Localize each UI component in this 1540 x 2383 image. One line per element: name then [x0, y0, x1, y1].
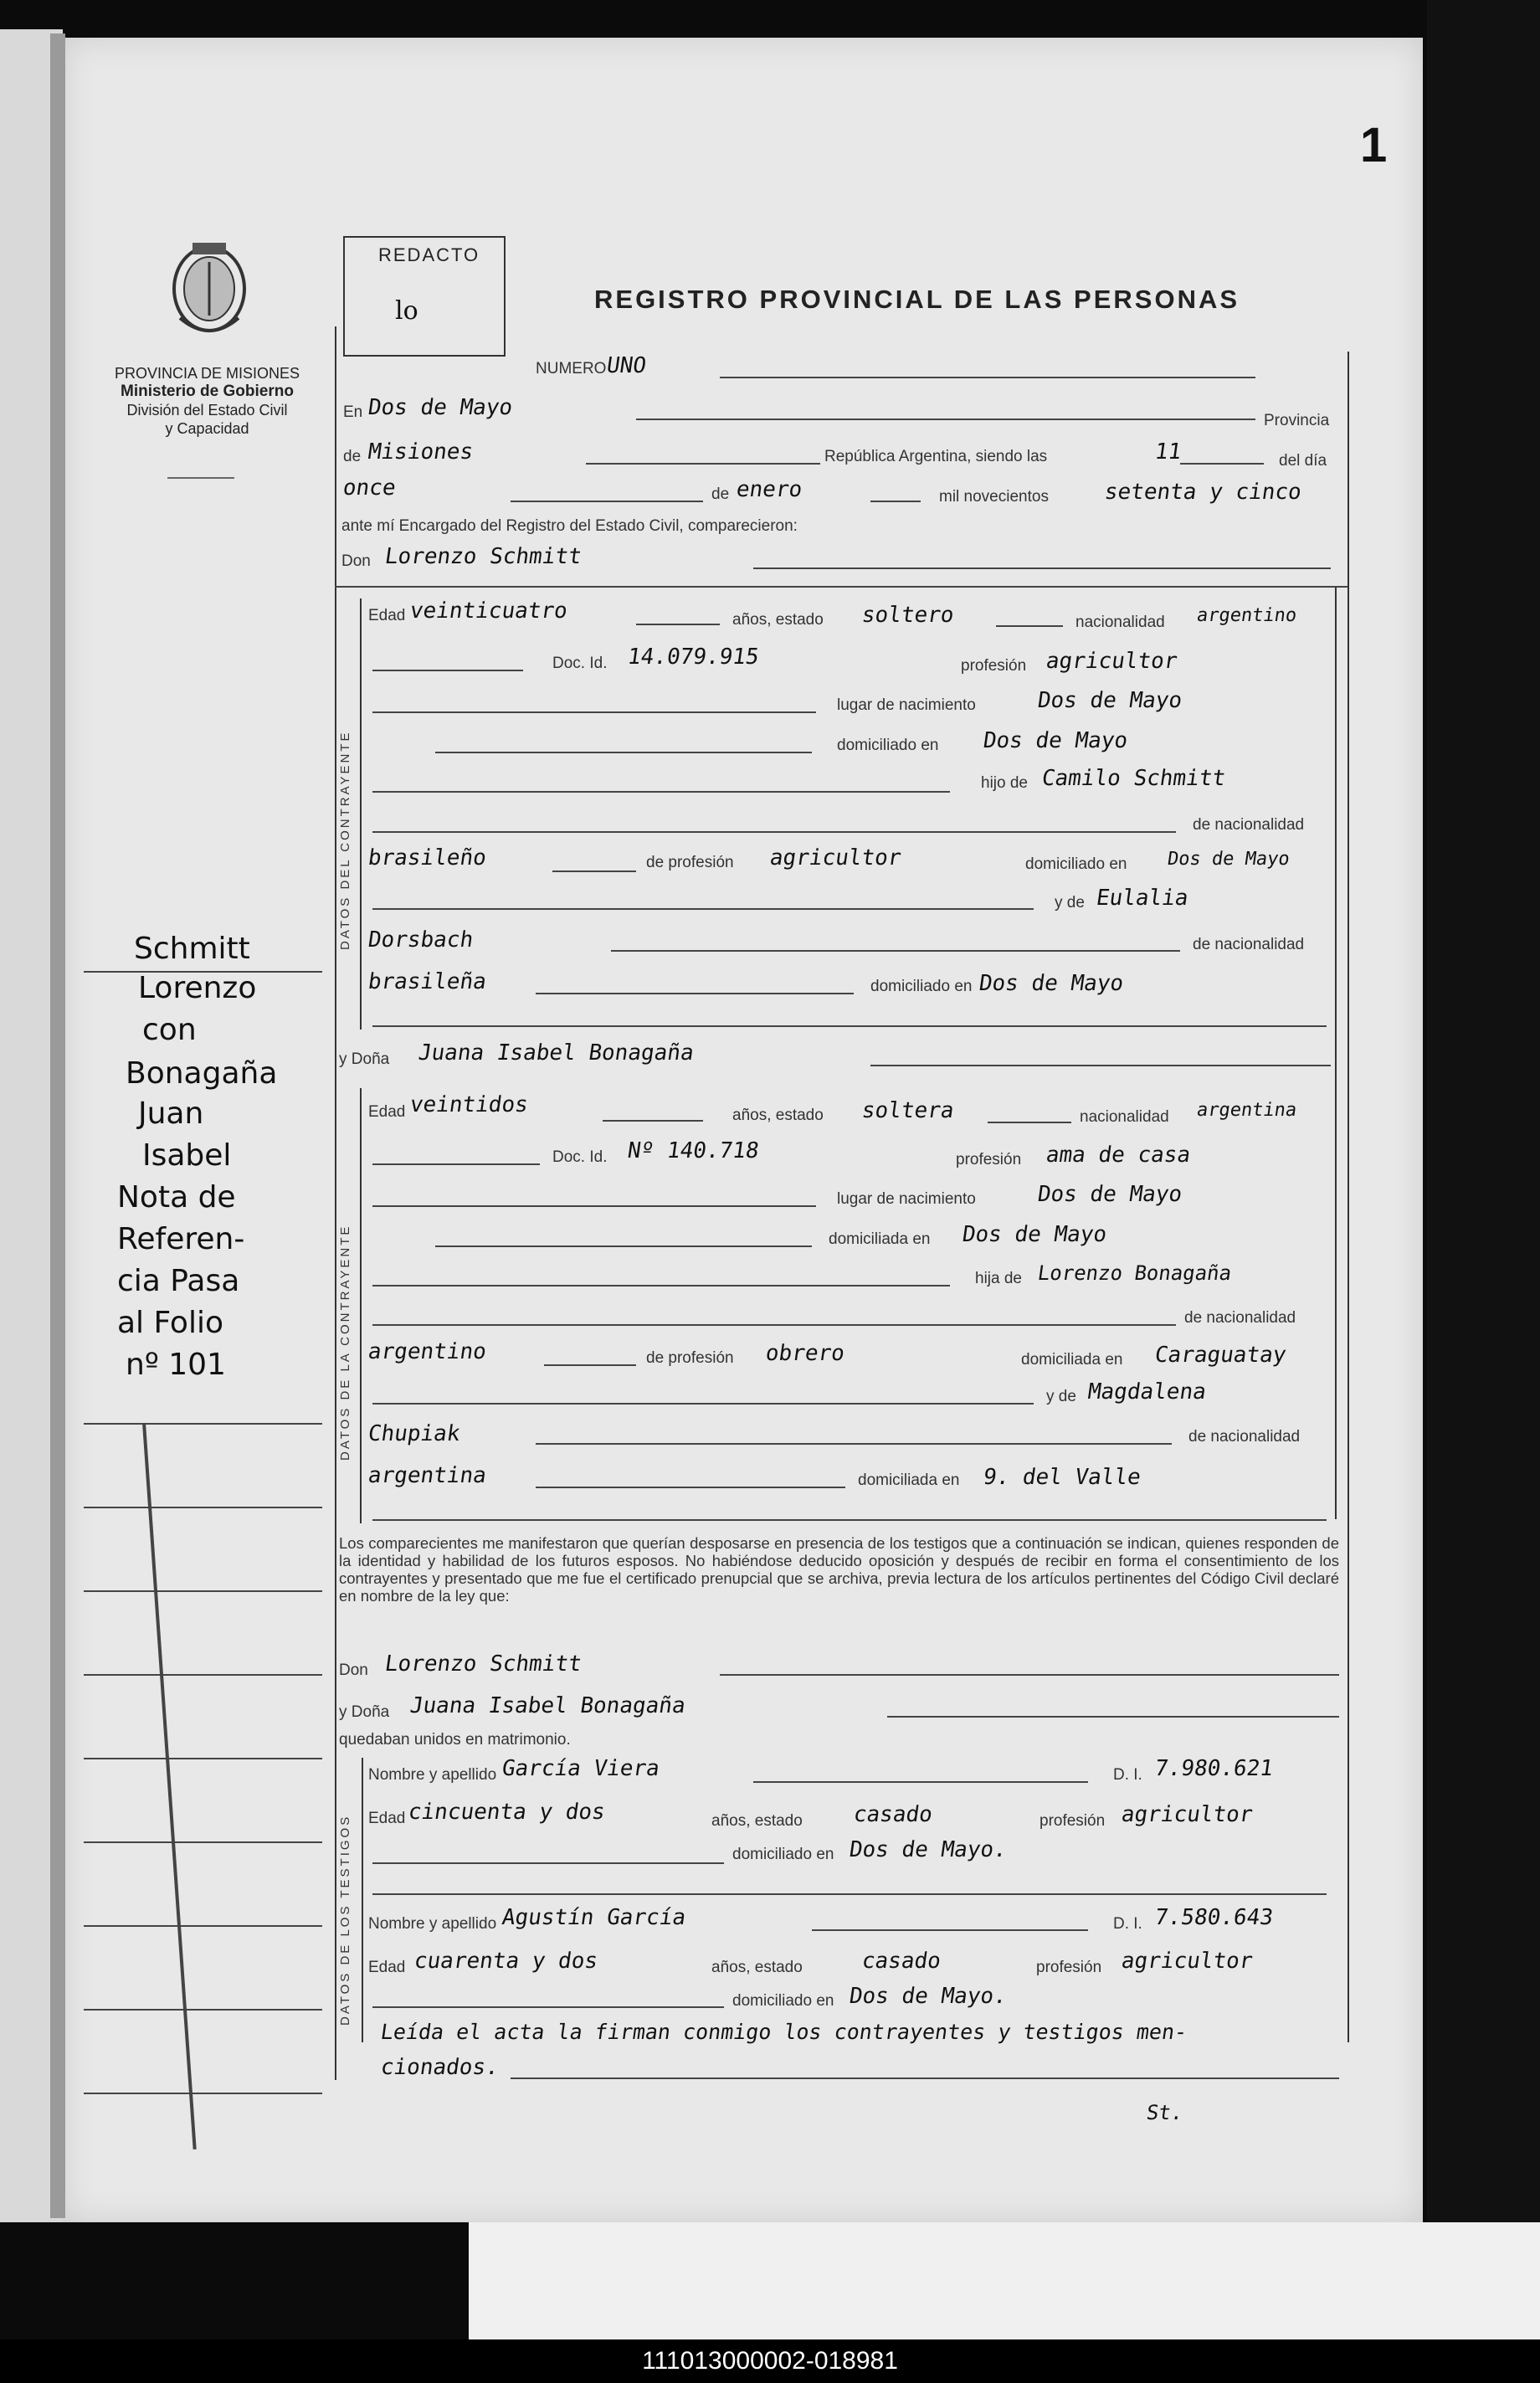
- right-border: [1348, 352, 1349, 2042]
- margin-note-9: cia Pasa: [117, 1264, 240, 1298]
- c2-madre-apellido: Chupiak: [366, 1421, 462, 1446]
- c2-nacionalidad-label: nacionalidad: [1080, 1108, 1169, 1126]
- margin-rule-4: [84, 1674, 322, 1676]
- c1-madre-value: Eulalia: [1094, 886, 1190, 911]
- page-number: 1: [1360, 118, 1388, 172]
- margin-rule-7: [84, 1925, 322, 1927]
- t1-dom-label: domiciliado en: [732, 1846, 834, 1863]
- hora-value: 11: [1152, 439, 1183, 465]
- c2-doc-value: Nº 140.718: [625, 1138, 761, 1163]
- c2-padre-dom-label: domiciliada en: [1021, 1351, 1123, 1369]
- c1-yde-line: [372, 908, 1034, 910]
- t1-end-line: [372, 1893, 1327, 1895]
- c1-madre-dom-value: Dos de Mayo: [977, 971, 1126, 996]
- c2-padre-nac-value: argentino: [366, 1339, 488, 1364]
- ministry-line-2: Ministerio de Gobierno: [121, 383, 294, 400]
- numero-value: UNO: [604, 353, 649, 378]
- c2-dom-value: Dos de Mayo: [960, 1222, 1109, 1247]
- c2-madre-nac-label: de nacionalidad: [1188, 1428, 1301, 1446]
- testigos-border: [362, 1758, 363, 2042]
- t2-nombre-label: Nombre y apellido: [368, 1915, 497, 1933]
- c2-profesion-value: ama de casa: [1044, 1143, 1193, 1168]
- c2-madre-nac-value: argentina: [366, 1463, 488, 1488]
- ministry-line-1: PROVINCIA DE MISIONES: [114, 365, 300, 382]
- don-value: Lorenzo Schmitt: [382, 544, 583, 569]
- t2-estado-value: casado: [860, 1949, 943, 1974]
- margin-note-10: al Folio: [117, 1306, 223, 1340]
- c1-yde-label: y de: [1055, 894, 1085, 912]
- c2-end-line: [372, 1519, 1327, 1521]
- dona-label: y Doña: [339, 1050, 390, 1068]
- republica-label: República Argentina, siendo las: [824, 448, 1048, 465]
- c1-dom-value: Dos de Mayo: [981, 728, 1130, 753]
- mes-value: enero: [734, 477, 804, 502]
- bottom-mark: St.: [1145, 2101, 1185, 2124]
- c2-madre-dom-value: 9. del Valle: [981, 1465, 1142, 1490]
- closing-line: [511, 2077, 1339, 2079]
- c2-estado-line: [988, 1122, 1071, 1123]
- provincia-label: Provincia: [1264, 412, 1330, 429]
- margin-rule-8: [84, 2009, 322, 2011]
- declare-dona-label: y Doña: [339, 1703, 390, 1721]
- ministry-line-4: y Capacidad: [165, 420, 249, 437]
- c1-estado-label: años, estado: [732, 611, 824, 629]
- c1-edad-label: Edad: [368, 607, 406, 624]
- ante-text: ante mí Encargado del Registro del Estado Civil, comparecieron:: [341, 517, 798, 535]
- declare-dona-value: Juana Isabel Bonagaña: [408, 1693, 687, 1718]
- contrayente2-border: [360, 1088, 362, 1523]
- c1-nacionalidad-value: argentino: [1195, 605, 1298, 626]
- contrayente2-caption: DATOS DE LA CONTRAYENTE: [338, 1224, 352, 1461]
- inner-right-border: [1335, 586, 1337, 1519]
- t2-edad-label: Edad: [368, 1959, 406, 1976]
- t2-nombre-line: [812, 1929, 1088, 1931]
- c1-hijo-label: hijo de: [981, 774, 1028, 792]
- declare-don-value: Lorenzo Schmitt: [382, 1651, 583, 1677]
- redacto-value: lo: [395, 296, 418, 326]
- dia-line: [511, 501, 703, 502]
- t2-profesion-label: profesión: [1036, 1959, 1102, 1976]
- t1-dom-value: Dos de Mayo.: [847, 1837, 1009, 1862]
- underlying-sheet: [469, 2222, 1540, 2339]
- c1-dom-label: domiciliado en: [837, 737, 939, 754]
- c2-madre-nac-line: [536, 1443, 1172, 1445]
- c1-lugar-label: lugar de nacimiento: [837, 696, 976, 714]
- c1-padre-dom-value: Dos de Mayo: [1166, 849, 1291, 870]
- c1-estado-value: soltero: [860, 603, 956, 628]
- c2-padre-prof-value: obrero: [763, 1341, 847, 1366]
- dona-line: [870, 1065, 1331, 1066]
- c1-lugar-value: Dos de Mayo: [1035, 688, 1184, 713]
- c2-dom-line: [435, 1245, 812, 1247]
- mes-line: [870, 501, 921, 502]
- en-label: En: [343, 403, 363, 421]
- margin-note-3: con: [142, 1013, 197, 1047]
- t1-profesion-label: profesión: [1040, 1812, 1106, 1830]
- c1-madre-nac-line: [611, 950, 1180, 952]
- t2-dom-value: Dos de Mayo.: [847, 1984, 1009, 2009]
- c1-padre-prof-value: agricultor: [767, 845, 903, 871]
- c2-yde-line: [372, 1403, 1034, 1405]
- ministry-heading: [88, 364, 326, 438]
- de-mes-label: de: [711, 485, 730, 503]
- c1-padre-dom-label: domiciliado en: [1025, 855, 1127, 873]
- del-dia-label: del día: [1279, 452, 1327, 470]
- hora-line: [1180, 463, 1264, 465]
- book-spine: [50, 33, 65, 2218]
- c1-padre-nac-line: [552, 871, 636, 872]
- en-value: Dos de Mayo: [366, 395, 515, 420]
- t1-edad-label: Edad: [368, 1810, 406, 1827]
- ministry-line-3: División del Estado Civil: [126, 402, 288, 419]
- margin-note-6: Isabel: [142, 1138, 232, 1173]
- c1-madre-dom-label: domiciliado en: [870, 978, 973, 995]
- c2-de-prof-label: de profesión: [646, 1349, 734, 1367]
- c2-profesion-label: profesión: [956, 1151, 1022, 1168]
- margin-rule-3: [84, 1590, 322, 1592]
- t1-nombre-line: [753, 1781, 1088, 1783]
- t2-profesion-value: agricultor: [1119, 1949, 1255, 1974]
- c1-edad-value: veinticuatro: [408, 598, 569, 624]
- de-line: [586, 463, 820, 465]
- c1-doc-line: [372, 670, 523, 671]
- c1-madre-nac-label: de nacionalidad: [1193, 936, 1305, 953]
- dona-value: Juana Isabel Bonagaña: [416, 1040, 696, 1066]
- c1-profesion-value: agricultor: [1044, 649, 1179, 674]
- c2-hija-value: Lorenzo Bonagaña: [1036, 1261, 1234, 1285]
- c1-de-prof-label: de profesión: [646, 854, 734, 871]
- c2-nacionalidad-value: argentina: [1195, 1100, 1298, 1121]
- c2-lugar-line: [372, 1205, 816, 1207]
- coat-of-arms-icon: [163, 239, 255, 343]
- c1-hijo-line: [372, 791, 950, 793]
- c2-madre-value: Magdalena: [1086, 1379, 1208, 1405]
- c2-madre-dom-line: [536, 1487, 845, 1488]
- t1-dom-line: [372, 1862, 724, 1864]
- c1-doc-value: 14.079.915: [625, 645, 761, 670]
- testigos-caption: DATOS DE LOS TESTIGOS: [338, 1814, 352, 2026]
- margin-note-8: Referen-: [117, 1222, 245, 1256]
- c2-lugar-value: Dos de Mayo: [1035, 1182, 1184, 1207]
- margin-note-7: Nota de: [117, 1180, 236, 1215]
- left-border: [335, 326, 336, 2080]
- margin-note-4: Bonagaña: [126, 1056, 278, 1091]
- c1-lugar-line: [372, 711, 816, 713]
- margin-rule-5: [84, 1758, 322, 1759]
- ministry-divider: [167, 477, 234, 479]
- unidos-text: quedaban unidos en matrimonio.: [339, 1731, 571, 1749]
- c2-dom-label: domiciliada en: [829, 1230, 931, 1248]
- c2-estado-label: años, estado: [732, 1107, 824, 1124]
- c1-profesion-label: profesión: [961, 657, 1027, 675]
- margin-rule-9: [84, 2093, 322, 2094]
- t1-di-value: 7.980.621: [1152, 1756, 1275, 1781]
- c1-padre-nac-value: brasileño: [366, 845, 488, 871]
- c1-edad-line: [636, 624, 720, 625]
- contrayente1-border: [360, 598, 362, 1030]
- c1-madre-nac-value: brasileña: [366, 969, 488, 994]
- c1-madre-dom-line: [536, 993, 854, 994]
- t2-di-label: D. I.: [1113, 1915, 1142, 1933]
- margin-note-2: Lorenzo: [138, 971, 257, 1005]
- t2-edad-value: cuarenta y dos: [412, 1949, 600, 1974]
- c2-padre-dom-value: Caraguatay: [1152, 1343, 1288, 1368]
- t1-di-label: D. I.: [1113, 1766, 1142, 1784]
- t1-nombre-label: Nombre y apellido: [368, 1766, 497, 1784]
- c1-dom-line: [435, 752, 812, 753]
- margin-note-1: Schmitt: [134, 932, 250, 966]
- c1-nac-line: [372, 831, 1176, 833]
- redacto-box: [343, 236, 506, 357]
- c2-edad-line: [603, 1120, 703, 1122]
- t1-profesion-value: agricultor: [1119, 1802, 1255, 1827]
- t2-di-value: 7.580.643: [1152, 1905, 1275, 1930]
- c2-hija-label: hija de: [975, 1270, 1022, 1287]
- margin-rule-2: [84, 1507, 322, 1508]
- c2-estado-value: soltera: [860, 1098, 956, 1123]
- c1-nac-label: de nacionalidad: [1193, 816, 1305, 834]
- c2-edad-label: Edad: [368, 1103, 406, 1121]
- declaration-text: Los comparecientes me manifestaron que querían desposarse en presencia de los testigos que a continuación se indican, quienes responden de la identidad y habilidad de los futuros esposos. No habiéndose deducido oposición y después de recibir en forma el consentimiento de los contrayentes y presentado que me fue el certificado prenupcial que se archiva, previa lectura de los artículos pertinentes del Código Civil declaré en nombre de la ley que:: [339, 1534, 1339, 1605]
- t1-edad-value: cincuenta y dos: [406, 1800, 607, 1825]
- contrayente1-caption: DATOS DEL CONTRAYENTE: [338, 730, 352, 950]
- c1-madre-apellido: Dorsbach: [366, 927, 475, 953]
- redacto-label: REDACTO: [378, 244, 480, 265]
- anio-value: setenta y cinco: [1102, 480, 1303, 505]
- scan-edge-right: [1427, 0, 1540, 2310]
- declare-dona-line: [887, 1716, 1339, 1718]
- c2-yde-label: y de: [1046, 1388, 1076, 1405]
- t2-dom-line: [372, 2006, 724, 2008]
- dia-value: once: [341, 475, 398, 501]
- de-label: de: [343, 448, 362, 465]
- don-label: Don: [341, 552, 371, 570]
- closing-line-2: cionados.: [378, 2055, 501, 2080]
- c2-lugar-label: lugar de nacimiento: [837, 1190, 976, 1208]
- c1-estado-line: [996, 625, 1063, 627]
- declare-don-label: Don: [339, 1661, 368, 1679]
- section-divider-1: [335, 586, 1348, 588]
- c1-doc-label: Doc. Id.: [552, 655, 608, 672]
- c2-nac-line: [372, 1324, 1176, 1326]
- numero-line: [720, 377, 1255, 378]
- en-line: [636, 419, 1255, 420]
- t1-estado-label: años, estado: [711, 1812, 803, 1830]
- c2-doc-label: Doc. Id.: [552, 1148, 608, 1166]
- t2-estado-label: años, estado: [711, 1959, 803, 1976]
- declare-don-line: [720, 1674, 1339, 1676]
- mil-label: mil novecientos: [939, 488, 1049, 506]
- c2-madre-dom-label: domiciliada en: [858, 1471, 960, 1489]
- t1-estado-value: casado: [851, 1802, 935, 1827]
- footer-code: 111013000002-018981: [0, 2339, 1540, 2383]
- numero-label: NUMERO: [536, 360, 607, 377]
- c1-hijo-value: Camilo Schmitt: [1040, 766, 1228, 791]
- margin-note-11: nº 101: [126, 1348, 226, 1382]
- margin-note-5: Juan: [138, 1096, 204, 1131]
- de-value: Misiones: [366, 439, 475, 465]
- margin-rule-6: [84, 1841, 322, 1843]
- t2-dom-label: domiciliado en: [732, 1992, 834, 2010]
- margin-rule-1: [84, 1423, 322, 1425]
- c1-nacionalidad-label: nacionalidad: [1075, 614, 1165, 631]
- document-title: REGISTRO PROVINCIAL DE LAS PERSONAS: [594, 285, 1240, 314]
- t2-nombre-value: Agustín García: [500, 1905, 688, 1930]
- c2-doc-line: [372, 1163, 540, 1165]
- closing-line-1: Leída el acta la firman conmigo los contrayentes y testigos men-: [378, 2020, 1189, 2044]
- t1-nombre-value: García Viera: [500, 1756, 661, 1781]
- don-line: [753, 568, 1331, 569]
- c2-edad-value: veintidos: [408, 1092, 530, 1117]
- c2-nac-label: de nacionalidad: [1184, 1309, 1296, 1327]
- c1-end-line: [372, 1025, 1327, 1027]
- c2-hija-line: [372, 1285, 950, 1287]
- c2-padre-nac-line: [544, 1364, 636, 1366]
